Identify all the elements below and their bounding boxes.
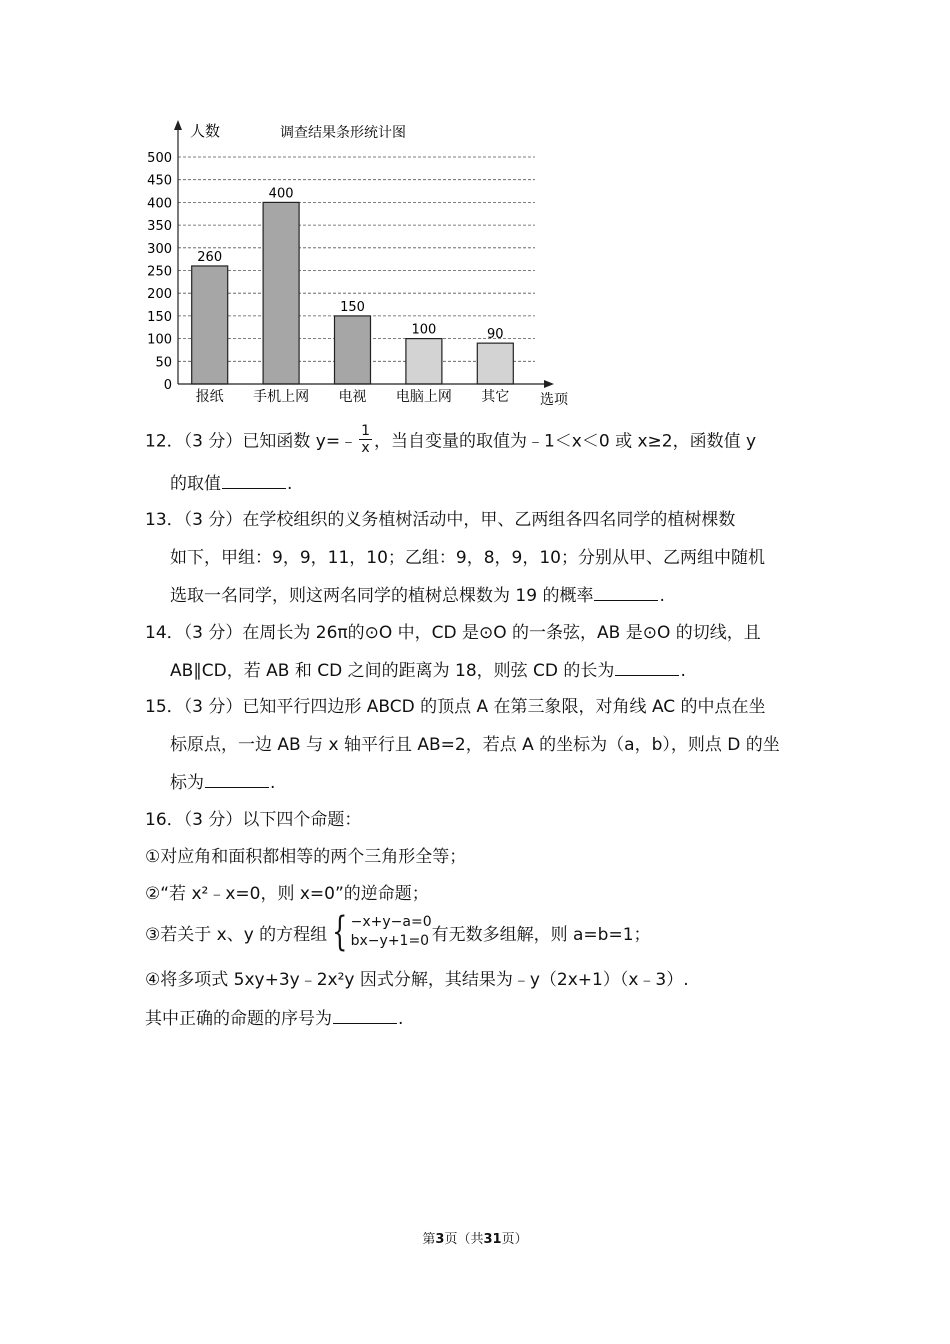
bar-chart [140, 112, 568, 412]
y-axis-arrow [174, 120, 182, 130]
equation-system: { −x+y−a=0 bx−y+1=0 [332, 909, 432, 955]
x-tick-label: 电脑上网 [395, 389, 452, 405]
y-tick-label: 200 [147, 287, 172, 303]
y-tick-label: 150 [147, 309, 172, 325]
question-14-line2: AB∥CD，若 AB 和 CD 之间的距离为 18，则弦 CD 的长为 . [170, 661, 686, 681]
y-tick-label: 500 [147, 151, 172, 166]
fraction: $\frac{1}{x}$ [361, 423, 370, 456]
bar [477, 343, 513, 384]
question-13: 13．（3 分）在学校组织的义务植树活动中，甲、乙两组各四名同学的植树棵数 [145, 510, 736, 530]
question-15: 15．（3 分）已知平行四边形 ABCD 的顶点 A 在第三象限，对角线 AC 的中点在坐 [145, 697, 766, 717]
question-12-line2: 的取值 . [170, 474, 293, 494]
answer-blank [205, 771, 269, 788]
x-axis-arrow [544, 380, 554, 388]
bar-value-label: 100 [411, 322, 437, 338]
proposition-1: ①对应角和面积都相等的两个三角形全等； [145, 847, 467, 867]
brace-icon: { [332, 909, 348, 955]
proposition-2: ②“若 x²﹣x=0，则 x=0”的逆命题； [145, 884, 429, 904]
y-tick-label: 0 [163, 378, 172, 393]
y-tick-label: 350 [147, 219, 172, 235]
chart-title: 调查结果条形统计图 [280, 125, 406, 141]
x-tick-label: 电视 [338, 389, 367, 405]
y-tick-label: 400 [147, 196, 172, 212]
proposition-4: ④将多项式 5xy+3y﹣2x²y 因式分解，其结果为﹣y（2x+1）（x﹣3）. [145, 970, 689, 990]
bar [335, 316, 371, 384]
chart-xlabel: 选项 [540, 392, 568, 408]
question-15-line2: 标原点，一边 AB 与 x 轴平行且 AB=2，若点 A 的坐标为（a，b），则点 D 的坐 [170, 735, 780, 755]
proposition-3: ③若关于 x、y 的方程组 { −x+y−a=0 bx−y+1=0 有无数多组解，则 a=b=1； [145, 909, 651, 955]
bar [263, 202, 299, 384]
y-tick-label: 250 [147, 264, 172, 280]
y-tick-label: 450 [147, 173, 172, 189]
answer-blank [594, 584, 658, 601]
x-tick-label: 其它 [481, 389, 510, 405]
bar-value-label: 90 [487, 327, 504, 343]
bar [192, 266, 228, 384]
answer-blank [222, 472, 286, 489]
question-12: 12．（3 分）已知函数 y=﹣ $\frac{1}{x}$ ，当自变量的取值为﹣1＜x＜0 或 x≥2，函数值 y [145, 423, 757, 456]
bar [406, 339, 442, 384]
page-footer: 第3页（共31页） [422, 1232, 528, 1247]
question-13-line2: 如下，甲组：9，9，11，10；乙组：9，8，9，10；分别从甲、乙两组中随机 [170, 548, 765, 568]
question-15-line3: 标为 . [170, 773, 276, 793]
bar-value-label: 150 [340, 299, 365, 315]
bar-value-label: 400 [268, 186, 294, 202]
answer-blank [615, 659, 679, 676]
question-13-line3: 选取一名同学，则这两名同学的植树总棵数为 19 的概率 . [170, 586, 665, 606]
question-16-answer: 其中正确的命题的序号为 . [145, 1009, 404, 1029]
bar-value-label: 260 [197, 249, 223, 265]
answer-blank [333, 1007, 397, 1024]
question-14: 14．（3 分）在周长为 26π的⊙O 中，CD 是⊙O 的一条弦，AB 是⊙O 的切线，且 [145, 623, 761, 643]
question-16: 16．（3 分）以下四个命题： [145, 810, 362, 830]
x-tick-label: 报纸 [195, 389, 224, 405]
chart-ylabel: 人数 [190, 122, 221, 140]
x-tick-label: 手机上网 [253, 389, 310, 405]
y-tick-label: 50 [155, 355, 172, 371]
y-tick-label: 300 [147, 241, 172, 257]
y-tick-label: 100 [147, 332, 172, 348]
